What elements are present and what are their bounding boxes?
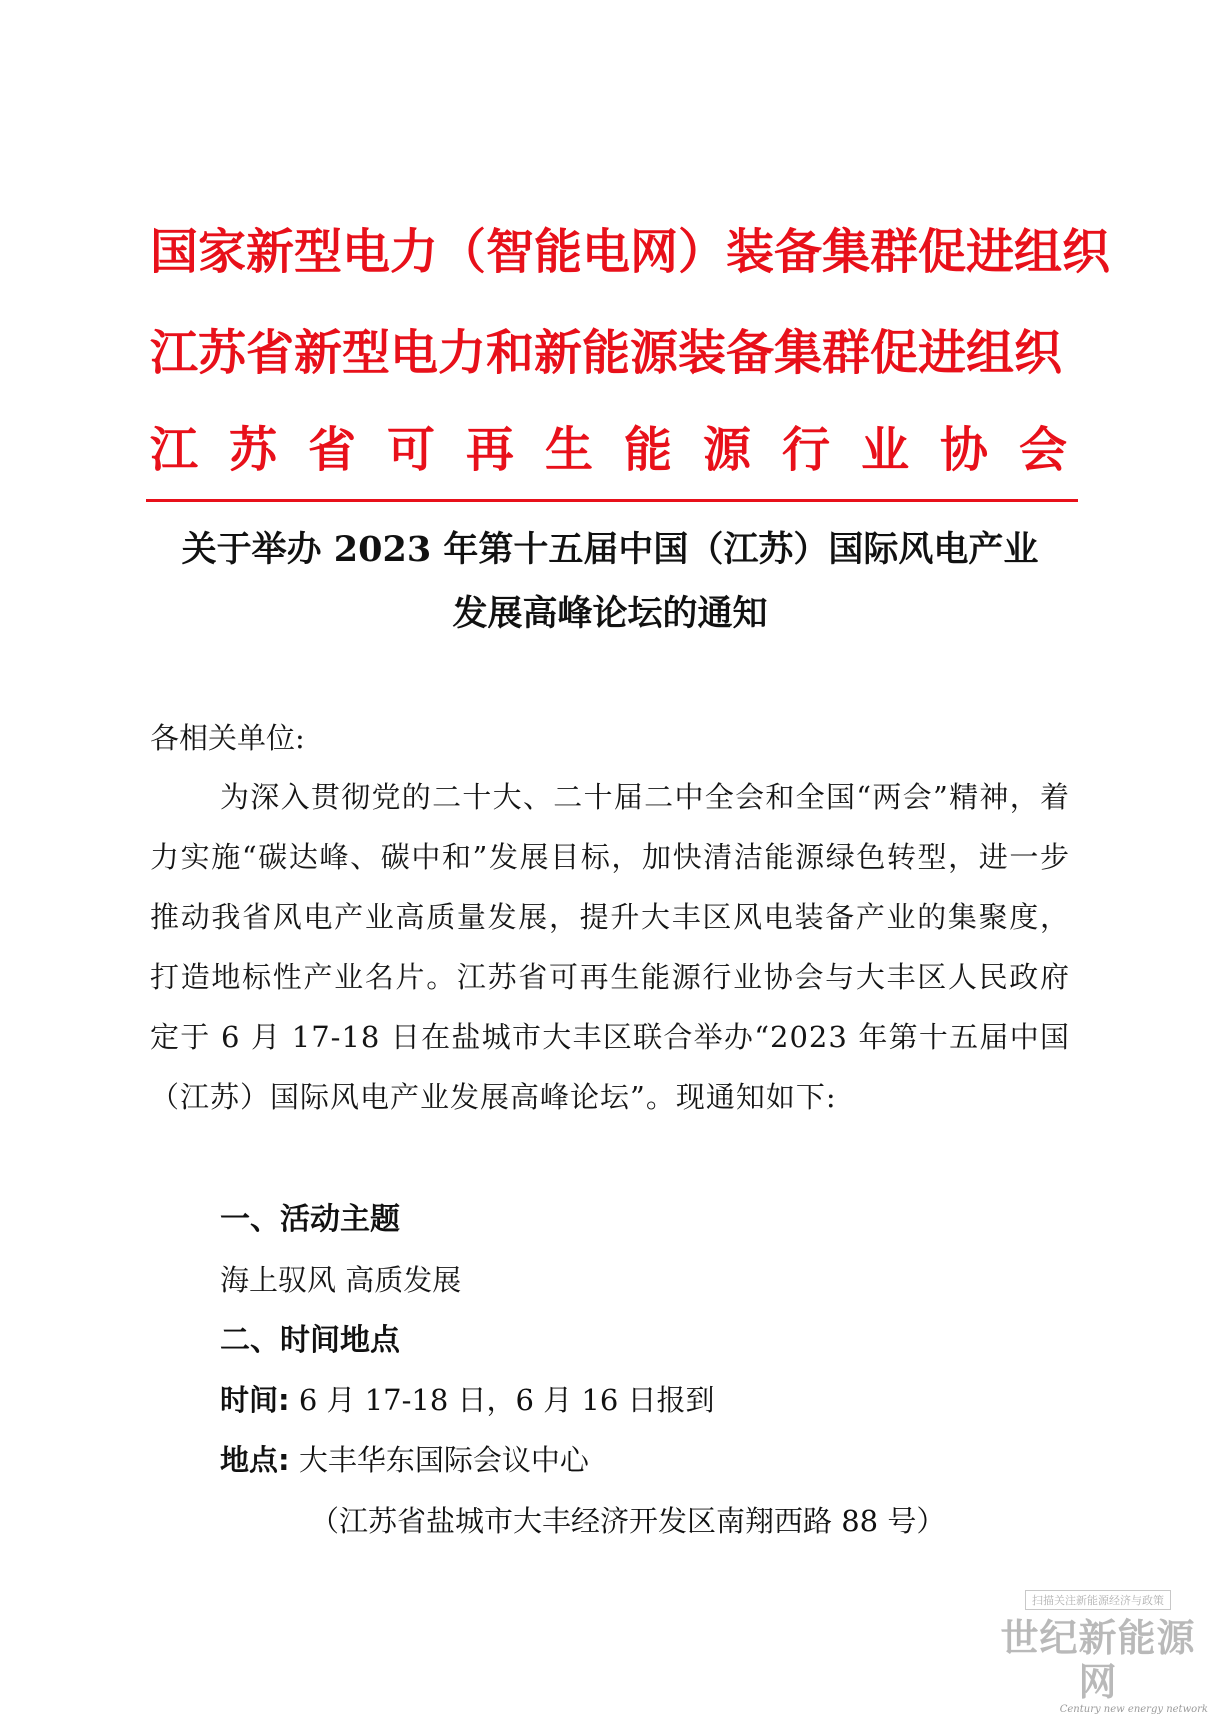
- red-header-rule: [146, 499, 1078, 502]
- place-label: 地点:: [220, 1443, 290, 1477]
- body-paragraph: 为深入贯彻党的二十大、二十届二中全会和全国“两会”精神，着力实施“碳达峰、碳中和”发展目标，加快清洁能源绿色转型，进一步推动我省风电产业高质量发展，提升大丰区风电装备产业的集聚度，打造地标性产业名片。江苏省可再生能源行业协会与大丰区人民政府定于 6 月 17-18 日在盐城市大丰区联合举办“2023 年第十五届中国（江苏）国际风电产业发展高峰论坛”。现通知如下:: [150, 780, 1070, 1114]
- notice-title-line-1: 关于举办 2023 年第十五届中国（江苏）国际风电产业: [181, 529, 1039, 570]
- organizer-line-2: 江苏省新型电力和新能源装备集群促进组织: [150, 325, 1063, 381]
- section-1-heading: 一、活动主题: [220, 1202, 400, 1237]
- organizer-line-1: 国家新型电力（智能电网）装备集群促进组织: [150, 224, 1111, 280]
- watermark: [988, 1589, 1208, 1715]
- place-row: [220, 1430, 589, 1490]
- time-row: [220, 1370, 715, 1430]
- time-label: 时间:: [220, 1383, 290, 1417]
- section-2-heading: 二、时间地点: [220, 1323, 400, 1358]
- notice-title-line-2: 发展高峰论坛的通知: [452, 593, 768, 634]
- place-value: 大丰华东国际会议中心: [289, 1443, 589, 1477]
- venue-address: （江苏省盐城市大丰经济开发区南翔西路 88 号）: [310, 1504, 946, 1538]
- activity-theme: 海上驭风 高质发展: [220, 1263, 462, 1297]
- watermark-subtitle: Century new energy network: [1059, 1704, 1208, 1715]
- organizer-line-3: 江苏省可再生能源行业协会: [150, 422, 1099, 478]
- time-value: 6 月 17-18 日，6 月 16 日报到: [289, 1383, 715, 1417]
- watermark-tag: 扫描关注新能源经济与政策: [1025, 1590, 1171, 1610]
- salutation: 各相关单位:: [150, 721, 305, 755]
- watermark-logo: 世纪新能源网: [1000, 1616, 1196, 1704]
